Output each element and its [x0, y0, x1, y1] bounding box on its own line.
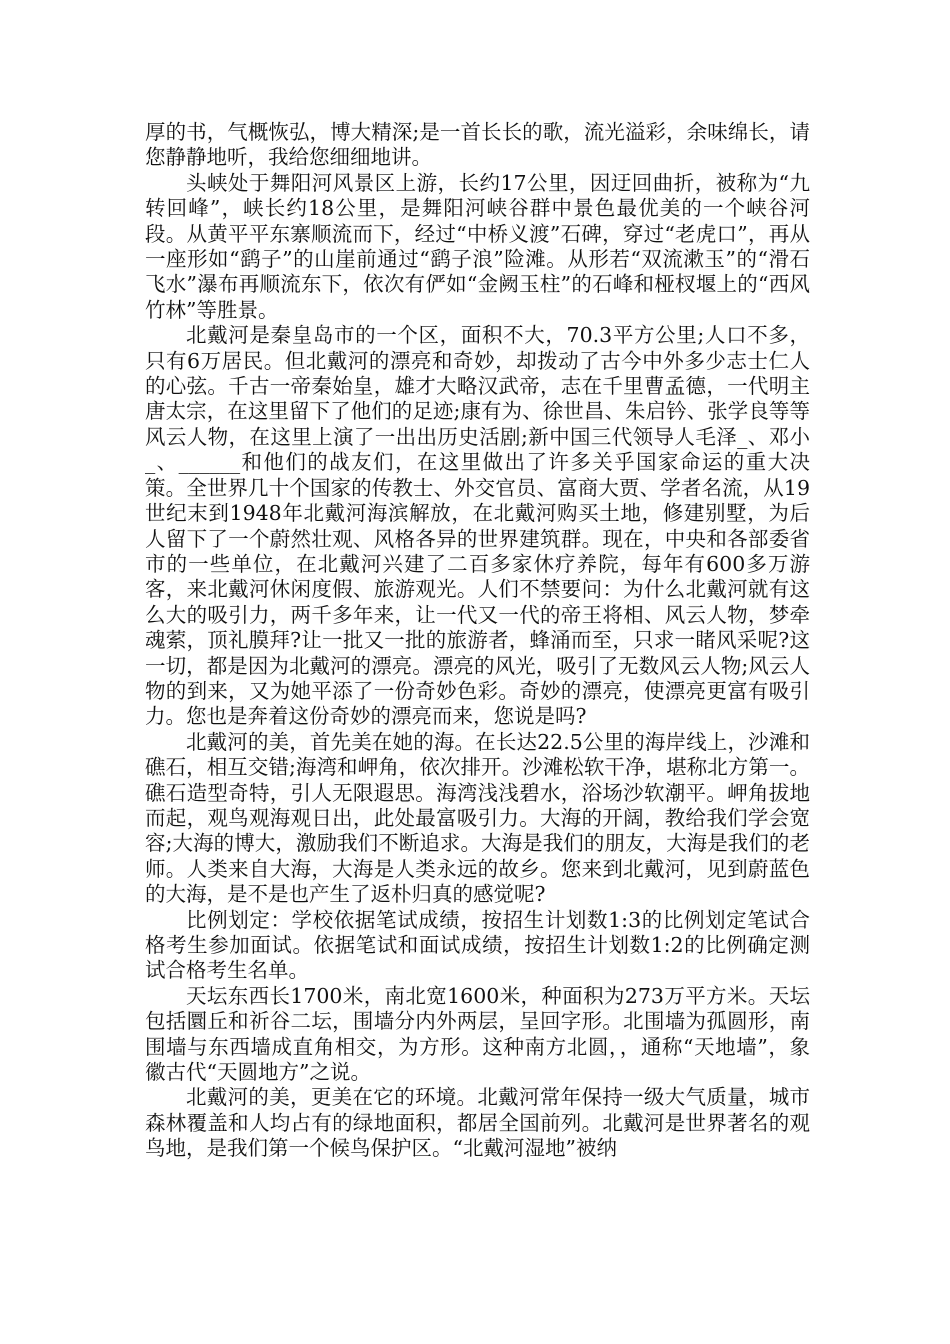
paragraph-intro-continuation: 厚的书，气概恢弘，博大精深;是一首长长的歌，流光溢彩，余味绵长，请您静静地听，我给您细细地讲。 — [145, 120, 810, 170]
paragraph-admission-ratio: 比例划定：学校依据笔试成绩，按招生计划数1:3的比例划定笔试合格考生参加面试。依据笔试和面试成绩，按招生计划数1:2的比例确定测试合格考生名单。 — [145, 907, 810, 983]
document-body — [145, 120, 810, 1162]
paragraph-beidaihe-sea: 北戴河的美，首先美在她的海。在长达22.5公里的海岸线上，沙滩和礁石，相互交错;海湾和岬角，依次排开。沙滩松软干净，堪称北方第一。礁石造型奇特，引人无限遐思。海湾浅浅碧水，浴场沙软潮平。岬角拔地而起，观鸟观海观日出，此处最富吸引力。大海的开阔，教给我们学会宽容;大海的博大，激励我们不断追求。大海是我们的朋友，大海是我们的老师。人类来自大海，大海是人类永远的故乡。您来到北戴河，见到蔚蓝色的大海，是不是也产生了返朴归真的感觉呢? — [145, 729, 810, 907]
paragraph-wuyang-gorge: 头峡处于舞阳河风景区上游，长约17公里，因迂回曲折，被称为“九转回峰”，峡长约18公里，是舞阳河峡谷群中景色最优美的一个峡谷河段。从黄平平东寨顺流而下，经过“中桥义渡”石碑，穿过“老虎口”，再从一座形如“鹞子”的山崖前通过“鹞子浪”险滩。从形若“双流漱玉”的“滑石飞水”瀑布再顺流东下，依次有俨如“金阙玉柱”的石峰和桠杈堰上的“西风竹林”等胜景。 — [145, 170, 810, 322]
paragraph-temple-of-heaven: 天坛东西长1700米，南北宽1600米，种面积为273万平方米。天坛包括圜丘和祈谷二坛，围墙分内外两层，呈回字形。北围墙为孤圆形，南围墙与东西墙成直角相交，为方形。这种南方北圆，，通称“天地墙”，象徽古代“天圆地方”之说。 — [145, 983, 810, 1085]
paragraph-beidaihe-environment: 北戴河的美，更美在它的环境。北戴河常年保持一级大气质量，城市森林覆盖和人均占有的绿地面积，都居全国前列。北戴河是世界著名的观鸟地，是我们第一个候鸟保护区。“北戴河湿地”被纳 — [145, 1085, 810, 1161]
paragraph-beidaihe-overview: 北戴河是秦皇岛市的一个区，面积不大，70.3平方公里;人口不多，只有6万居民。但北戴河的漂亮和奇妙，却拨动了古今中外多少志士仁人的心弦。千古一帝秦始皇，雄才大略汉武帝，志在千里曹孟德，一代明主唐太宗，在这里留下了他们的足迹;康有为、徐世昌、朱启钤、张学良等等风云人物，在这里上演了一出出历史活剧;新中国三代领导人毛泽_、邓小_、______和他们的战友们，在这里做出了许多关乎国家命运的重大决策。全世界几十个国家的传教士、外交官员、富商大贾、学者名流，从19世纪末到1948年北戴河海滨解放，在北戴河购买土地，修建别墅，为后人留下了一个蔚然壮观、风格各异的世界建筑群。现在，中央和各部委省市的一些单位，在北戴河兴建了二百多家休疗养院，每年有600多万游客，来北戴河休闲度假、旅游观光。人们不禁要问：为什么北戴河就有这么大的吸引力，两千多年来，让一代又一代的帝王将相、风云人物，梦牵魂萦，顶礼膜拜?让一批又一批的旅游者，蜂涌而至，只求一睹风采呢?这一切，都是因为北戴河的漂亮。漂亮的风光，吸引了无数风云人物;风云人物的到来，又为她平添了一份奇妙色彩。奇妙的漂亮，使漂亮更富有吸引力。您也是奔着这份奇妙的漂亮而来，您说是吗? — [145, 323, 810, 729]
